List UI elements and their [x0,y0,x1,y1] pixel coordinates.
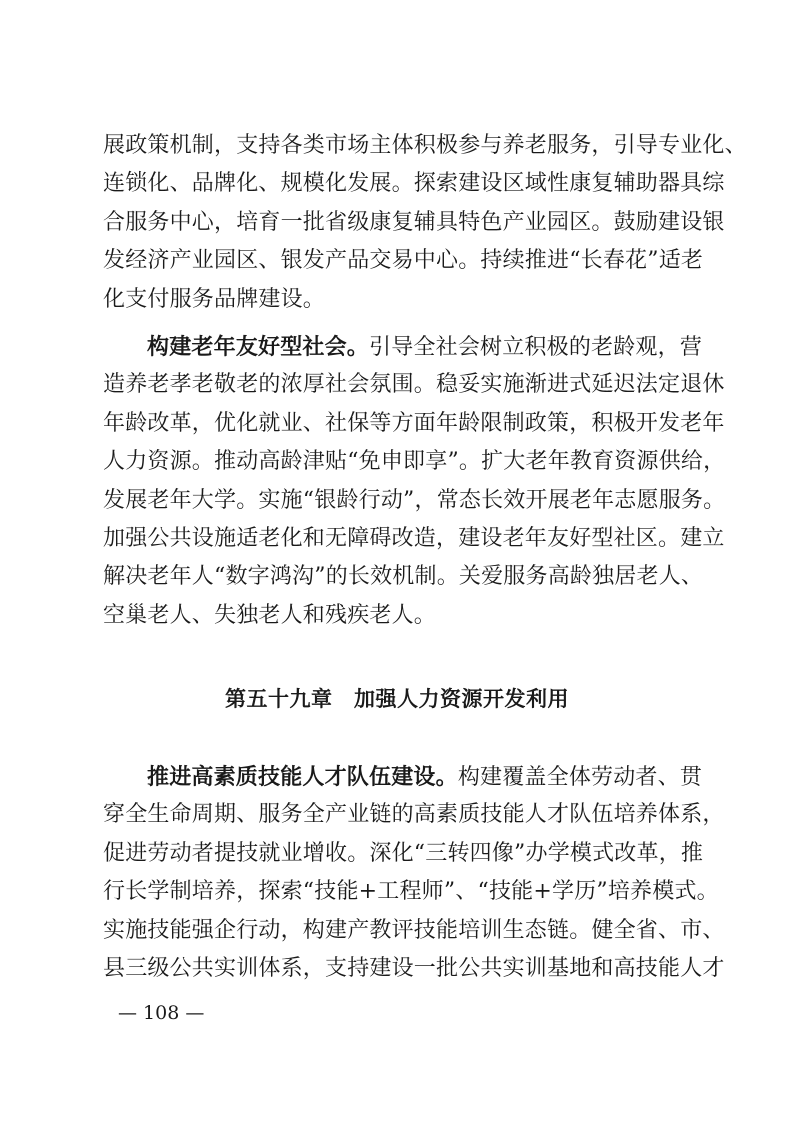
text-line: 解决老年人“数字鸿沟”的长效机制。关爱服务高龄独居老人、 [103,564,704,590]
text-line: 促进劳动者提技就业增收。深化“三转四像”办学模式改革，推 [103,840,704,866]
paragraph-continuation [103,127,747,319]
text-line: 化支付服务品牌建设。 [103,286,326,312]
page-number: — 108 — [118,1002,205,1024]
text-line: 实施技能强企行动，构建产教评技能培训生态链。健全省、市、 [103,917,725,943]
text-run: 构建覆盖全体劳动者、贯 [457,765,703,790]
paragraph-lead-heading: 构建老年友好型社会。 [147,334,370,360]
text-line-first [103,328,703,366]
text-line: 造养老孝老敬老的浓厚社会氛围。稳妥实施渐进式延迟法定退休 [103,372,725,398]
text-line-first [103,758,703,796]
paragraph-lead-heading: 推进高素质技能人才队伍建设。 [147,764,458,790]
text-line: 展政策机制，支持各类市场主体积极参与养老服务，引导专业化、 [103,133,747,158]
text-line: 穿全生命周期、服务全产业链的高素质技能人才队伍培养体系， [103,802,725,828]
text-line: 发经济产业园区、银发产品交易中心。持续推进“长春花”适老 [103,248,704,274]
text-line: 合服务中心，培育一批省级康复辅具特色产业园区。鼓励建设银 [103,209,725,235]
text-run: 引导全社会树立积极的老龄观，营 [369,335,703,360]
text-line: 空巢老人、失独老人和残疾老人。 [103,602,437,628]
text-line: 年龄改革，优化就业、社保等方面年龄限制政策，积极开发老年 [103,410,725,436]
text-line: 加强公共设施适老化和无障碍改造，建设老年友好型社区。建立 [103,525,725,551]
paragraph-elderly-friendly-society [103,328,726,635]
chapter-title: 第五十九章 加强人力资源开发利用 [225,687,569,711]
text-line: 县三级公共实训体系，支持建设一批公共实训基地和高技能人才 [103,955,725,981]
text-line: 连锁化、品牌化、规模化发展。探索建设区域性康复辅助器具综 [103,171,725,197]
paragraph-skilled-talent [103,758,725,988]
text-line: 发展老年大学。实施“银龄行动”，常态长效开展老年志愿服务。 [103,487,726,513]
text-line: 行长学制培养，探索“技能+工程师”、“技能+学历”培养模式。 [103,879,719,905]
text-line: 人力资源。推动高龄津贴“免申即享”。扩大老年教育资源供给， [103,449,726,475]
